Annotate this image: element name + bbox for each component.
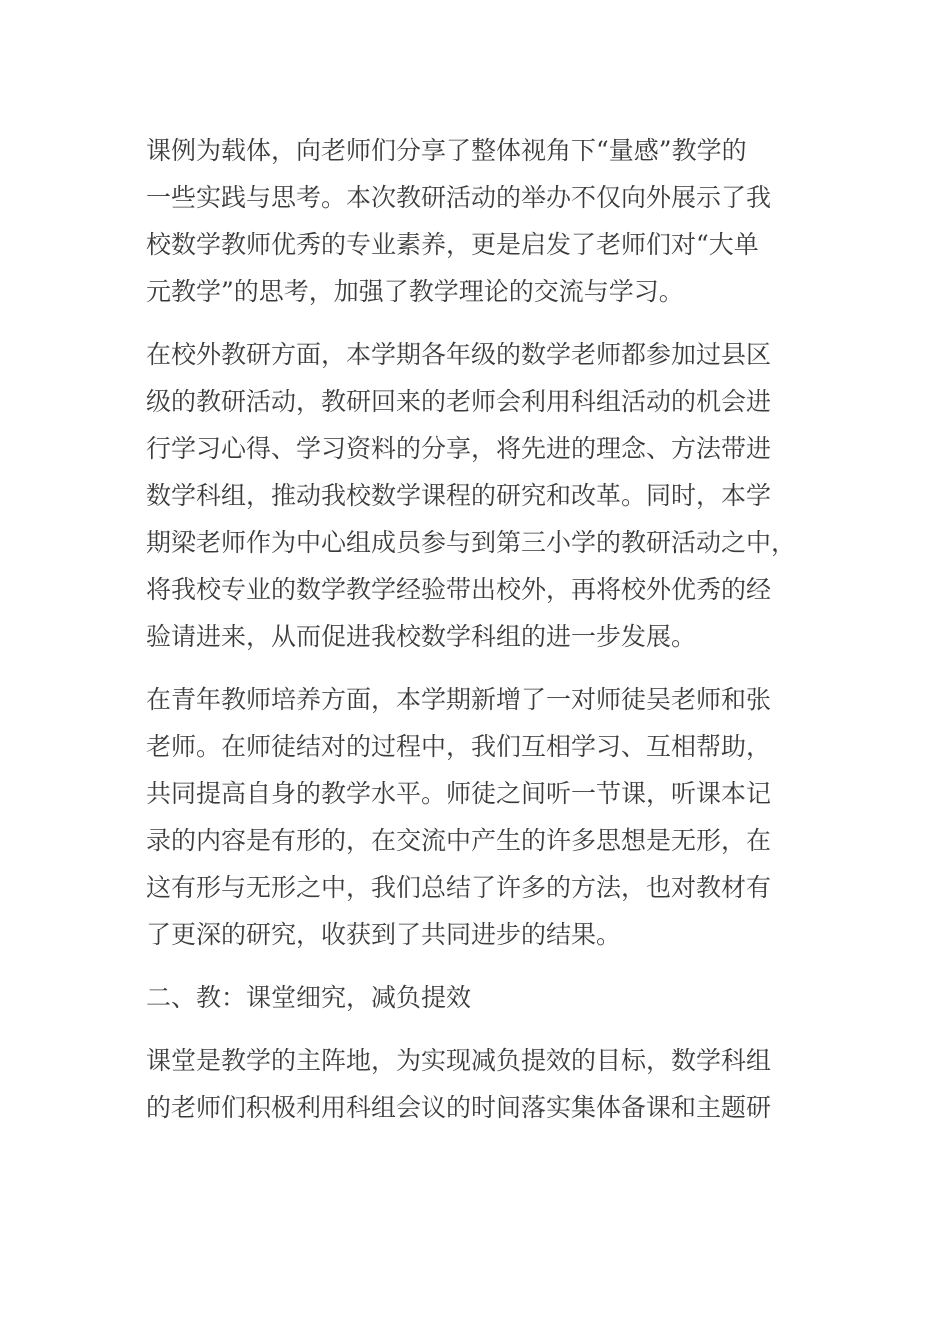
text-line: 课例为载体，向老师们分享了整体视角下“量感”教学的 (146, 136, 747, 165)
text-line: 行学习心得、学习资料的分享，将先进的理念、方法带进 (146, 434, 772, 463)
text-line: 校数学教师优秀的专业素养，更是启发了老师们对“大单 (146, 230, 759, 259)
text-line: 录的内容是有形的，在交流中产生的许多思想是无形，在 (146, 826, 772, 855)
text-line: 共同提高自身的教学水平。师徒之间听一节课，听课本记 (146, 779, 772, 808)
text-line: 将我校专业的数学教学经验带出校外，再将校外优秀的经 (146, 575, 772, 604)
text-line: 课堂是教学的主阵地，为实现减负提效的目标，数学科组 (146, 1046, 772, 1075)
text-line: 验请进来，从而促进我校数学科组的进一步发展。 (146, 622, 697, 651)
text-line: 数学科组，推动我校数学课程的研究和改革。同时，本学 (146, 481, 772, 510)
section-heading-text: 二、教：课堂细究，减负提效 (146, 983, 472, 1012)
text-line: 老师。在师徒结对的过程中，我们互相学习、互相帮助， (146, 732, 772, 761)
document-body (146, 127, 806, 1131)
section-heading (146, 974, 806, 1021)
text-line: 级的教研活动，教研回来的老师会利用科组活动的机会进 (146, 387, 772, 416)
paragraph-young-teacher-training (146, 676, 806, 958)
text-line: 元教学”的思考，加强了教学理论的交流与学习。 (146, 277, 684, 306)
paragraph-sharing-summary (146, 127, 806, 315)
text-line: 了更深的研究，收获到了共同进步的结果。 (146, 920, 622, 949)
paragraph-classroom (146, 1037, 806, 1131)
text-line: 的老师们积极利用科组会议的时间落实集体备课和主题研 (146, 1093, 772, 1122)
text-line: 在校外教研方面，本学期各年级的数学老师都参加过县区 (146, 340, 772, 369)
paragraph-external-research (146, 331, 806, 660)
text-line: 一些实践与思考。本次教研活动的举办不仅向外展示了我 (146, 183, 772, 212)
text-line: 在青年教师培养方面，本学期新增了一对师徒吴老师和张 (146, 685, 772, 714)
text-line: 期梁老师作为中心组成员参与到第三小学的教研活动之中， (146, 528, 797, 557)
text-line: 这有形与无形之中，我们总结了许多的方法，也对教材有 (146, 873, 772, 902)
